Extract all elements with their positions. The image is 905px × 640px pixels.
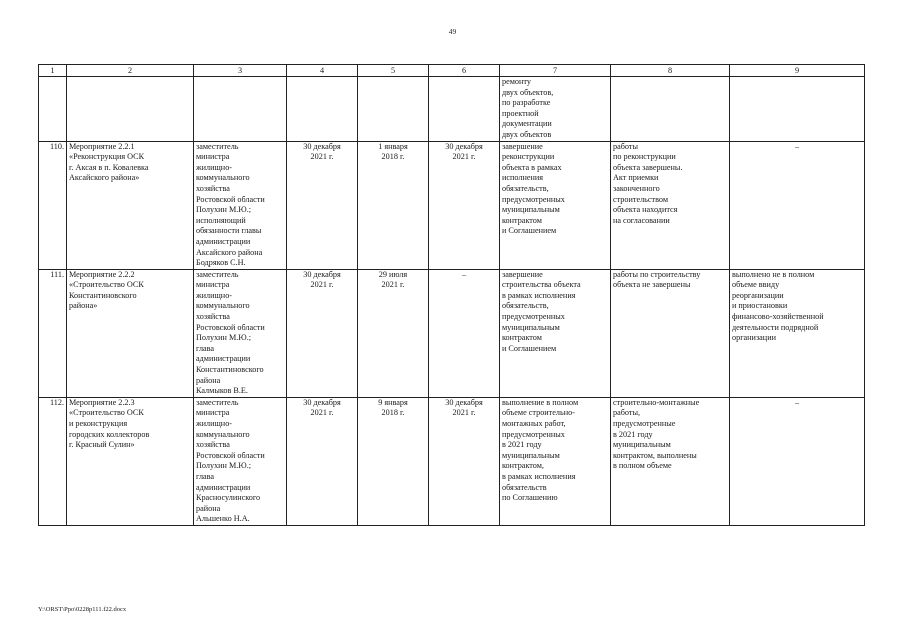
header-cell: 8 [611,65,730,77]
cell-line: 1 января [378,141,408,151]
cell-line: контрактом [502,215,542,225]
cell-line: администрации [196,354,251,364]
cell-line: жилищно- [196,419,233,428]
cell-line: муниципальным [502,322,560,332]
cell-line: 9 января [378,397,408,407]
problems-note [730,269,865,397]
cell-line: в рамках исполнения [502,290,576,300]
cell-line: Полухин М.Ю.; [196,333,252,343]
cell-line: в рамках исполнения [502,471,576,481]
table-row [39,397,865,525]
cell-line: района [196,503,221,513]
cell-line: министра [196,280,230,290]
header-row [39,65,865,77]
cell-line: заместитель [196,141,239,151]
empty-cell [730,77,865,142]
cell-line: хозяйства [196,312,230,322]
cell-line: обязательств, [502,183,549,193]
row-number: 112. [39,397,67,525]
header-cell: 2 [67,65,194,77]
cell-line: – [794,397,800,407]
cell-line: 30 декабря [303,397,341,407]
cell-line: и Соглашением [502,343,557,353]
cell-line: объекта завершены. [613,162,683,172]
cell-line: ремонту [502,77,531,86]
cell-line: Мероприятие 2.2.1 [69,141,135,151]
cell-line: Константиновского [69,290,137,300]
cell-line: работы, [613,408,641,418]
header-cell: 3 [194,65,287,77]
header-cell: 7 [500,65,611,77]
cell-line: 30 декабря [303,141,341,151]
actual-start-date [358,397,429,525]
cell-line: министра [196,152,230,162]
cell-line: строительства объекта [502,280,581,290]
cell-line: реконструкции [502,152,555,162]
cell-line: работы [613,141,638,151]
cell-line: обязательств, [502,301,549,311]
cell-line: коммунального [196,173,250,183]
cell-line: выполнение в полном [502,397,579,407]
cell-line: г. Аксая в п. Ковалевка [69,162,149,172]
cell-line: «Строительство ОСК [69,408,144,418]
cell-line: жилищно- [196,162,233,172]
cell-line: г. Красный Сулин» [69,440,135,450]
header-cell: 1 [39,65,67,77]
cell-line: Мероприятие 2.2.3 [69,397,135,407]
cell-line: и Соглашением [502,226,557,236]
cell-line: 2021 г. [452,152,476,162]
cell-line: муниципальным [502,450,560,460]
cell-line: коммунального [196,301,250,311]
header-cell: 9 [730,65,865,77]
cell-line: финансово-хозяйственной [732,312,824,322]
cell-line: по разработке [502,98,551,108]
planned-end-date [287,397,358,525]
cell-line: района» [69,301,98,311]
cell-line: строительством [613,194,669,204]
cell-line: предусмотренные [613,419,676,428]
empty-cell [67,77,194,142]
cell-line: городских коллекторов [69,429,150,439]
cell-line: двух объектов [502,129,552,139]
cell-line: предусмотренных [502,194,565,204]
cell-line: Константиновского [196,365,264,375]
cell-line: заместитель [196,397,239,407]
cell-line: выполнено не в полном [732,269,815,279]
cell-line: обязанности главы [196,226,262,236]
cell-line: 30 декабря [303,269,341,279]
cell-line: объекта не завершены [613,280,691,290]
cell-line: законченного [613,183,660,193]
cell-line: 30 декабря [445,397,483,407]
actual-end-date [429,397,500,525]
cell-line: деятельности подрядной [732,322,819,332]
problems-note [730,397,865,525]
cell-line: обязательств [502,482,547,492]
cell-line: исполняющий [196,215,246,225]
cell-line: в 2021 году [502,440,542,450]
actual-result [611,141,730,269]
cell-line: района [196,375,221,385]
cell-line: монтажных работ, [502,419,566,428]
table-row [39,141,865,269]
empty-cell [39,77,67,142]
cell-line: – [794,141,800,151]
actual-start-date [358,141,429,269]
file-path-footer: Y:\ORST\Ppo\0228p111.f22.docx [38,606,127,613]
cell-line: в 2021 году [613,429,653,439]
cell-line: 2021 г. [452,408,476,418]
cell-line: объеме ввиду [732,280,780,290]
cell-line: Ростовской области [196,322,265,332]
header-cell: 5 [358,65,429,77]
cell-line: администрации [196,236,251,246]
cell-line: объекта находится [613,205,678,215]
cell-line: организации [732,333,776,343]
cell-line: Аксайского района [196,247,263,257]
cell-line: 2021 г. [310,408,334,418]
cell-line: министра [196,408,230,418]
cell-line: исполнения [502,173,544,183]
cell-line: 30 декабря [445,141,483,151]
cell-line: по реконструкции [613,152,676,162]
cell-line: по Соглашению [502,493,558,503]
empty-cell [358,77,429,142]
actual-end-date [429,141,500,269]
empty-cell [429,77,500,142]
cell-line: Бодряков С.Н. [196,258,246,268]
cell-line: Акт приемки [613,173,659,183]
row-number: 110. [39,141,67,269]
cell-line: хозяйства [196,440,230,450]
actual-result [611,269,730,397]
cell-line: на согласовании [613,215,670,225]
cell-line: хозяйства [196,183,230,193]
cell-line: муниципальным [502,205,560,215]
cell-line: работы по строительству [613,269,701,279]
cell-line: завершение [502,141,543,151]
cell-line: 29 июля [378,269,408,279]
actual-end-date [429,269,500,397]
empty-cell [194,77,287,142]
cell-line: заместитель [196,269,239,279]
cell-line: жилищно- [196,290,233,300]
planned-result [500,141,611,269]
cell-line: завершение [502,269,543,279]
planned-end-date [287,141,358,269]
cell-line: Красносулинского [196,493,261,503]
cell-line: проектной [502,108,539,118]
report-table [38,64,865,526]
row-number: 111. [39,269,67,397]
cell-line: Полухин М.Ю.; [196,461,252,471]
cell-line: в полном объеме [613,461,672,471]
cell-line: контрактом [502,333,542,343]
continuation-col7 [500,77,611,142]
cell-line: администрации [196,482,251,492]
cell-line: объекта в рамках [502,162,562,172]
cell-line: 2021 г. [310,280,334,290]
cell-line: реорганизации [732,290,784,300]
actual-start-date [358,269,429,397]
cell-line: строительно-монтажные [613,397,700,407]
cell-line: Ростовской области [196,194,265,204]
cell-line: Аксайского района» [69,173,140,183]
cell-line: «Строительство ОСК [69,280,144,290]
table-row [39,269,865,397]
cell-line: двух объектов, [502,87,554,97]
cell-line: 2021 г. [310,152,334,162]
cell-line: 2018 г. [381,152,405,162]
cell-line: и приостановки [732,301,788,311]
planned-end-date [287,269,358,397]
empty-cell [287,77,358,142]
cell-line: контрактом, [502,461,544,471]
cell-line: Альшенко Н.А. [196,514,250,524]
measure-name [67,141,194,269]
cell-line: 2021 г. [381,280,405,290]
cell-line: Мероприятие 2.2.2 [69,269,135,279]
cell-line: коммунального [196,429,250,439]
cell-line: документации [502,119,552,129]
cell-line: контрактом, выполнены [613,450,697,460]
cell-line: Ростовской области [196,450,265,460]
cell-line: Полухин М.Ю.; [196,205,252,215]
measure-name [67,269,194,397]
page-number: 49 [448,27,457,36]
cell-line: предусмотренных [502,429,565,439]
cell-line: 2018 г. [381,408,405,418]
planned-result [500,397,611,525]
cell-line: объеме строительно- [502,408,575,418]
cell-line: глава [196,471,215,481]
cell-line: предусмотренных [502,312,565,322]
measure-name [67,397,194,525]
actual-result [611,397,730,525]
cell-line: глава [196,343,215,353]
responsible-person [194,397,287,525]
planned-result [500,269,611,397]
responsible-person [194,269,287,397]
cell-line: – [461,269,467,279]
responsible-person [194,141,287,269]
problems-note [730,141,865,269]
empty-cell [611,77,730,142]
header-cell: 6 [429,65,500,77]
cell-line: муниципальным [613,440,671,450]
cell-line: Калмыков В.Е. [196,386,248,396]
continuation-row [39,77,865,142]
cell-line: и реконструкция [69,419,128,428]
header-cell: 4 [287,65,358,77]
cell-line: «Реконструкция ОСК [69,152,145,162]
